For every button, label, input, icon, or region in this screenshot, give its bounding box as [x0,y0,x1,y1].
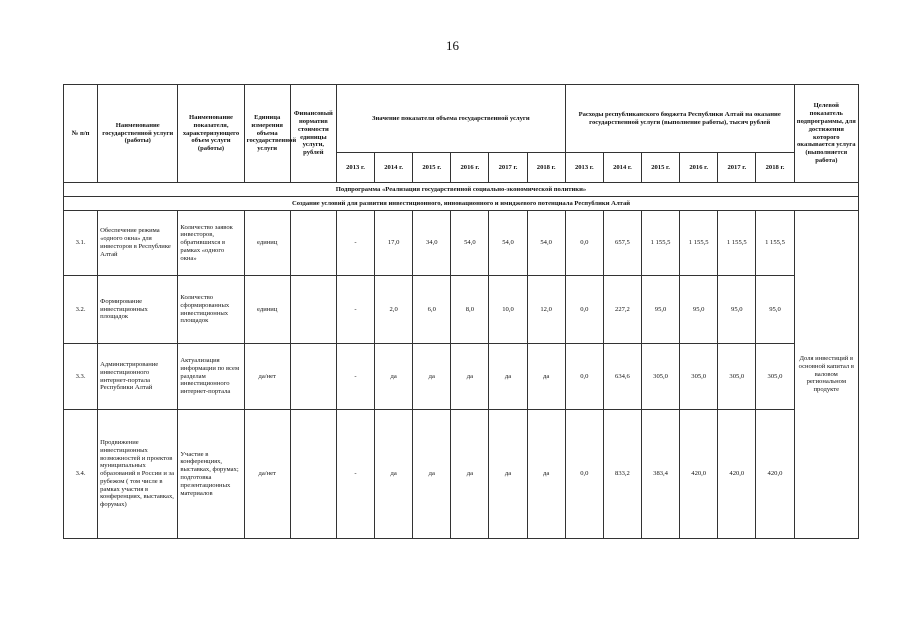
subprogram-title: Подпрограмма «Реализация государственной социально-экономической политики» [64,183,859,197]
volume-cell: да [451,410,489,539]
expense-cell: 420,0 [756,410,794,539]
row-indicator: Актуализация информации по всем разделам инвестиционного интернет-портала [178,344,244,410]
header-target: Целевой показатель подпрограммы, для достижения которого оказывается услуга (выполняется работа) [794,85,858,183]
row-indicator: Количество сформированных инвестиционных площадок [178,276,244,344]
year-header: 2016 г. [680,153,718,183]
expense-cell: 0,0 [565,211,603,276]
row-service: Продвижение инвестиционных возможностей и проектов муниципальных образований в России и за рубежом ( том числе в рамках участия в конференциях, выставках, форумах) [98,410,178,539]
volume-cell: да [375,344,413,410]
volume-cell: 8,0 [451,276,489,344]
volume-cell: да [413,344,451,410]
section-row [64,197,859,211]
row-service: Формирование инвестиционных площадок [98,276,178,344]
row-unit: да/нет [244,410,290,539]
row-service: Администрирование инвестиционного интернет-портала Республики Алтай [98,344,178,410]
volume-cell: 12,0 [527,276,565,344]
volume-cell: да [489,410,527,539]
year-header: 2018 г. [527,153,565,183]
volume-cell: - [336,344,374,410]
year-header: 2015 г. [413,153,451,183]
row-service: Обеспечение режима «одного окна» для инвесторов в Республике Алтай [98,211,178,276]
volume-cell: - [336,211,374,276]
expense-cell: 95,0 [642,276,680,344]
volume-cell: 6,0 [413,276,451,344]
subprogram-row [64,183,859,197]
expense-cell: 227,2 [603,276,641,344]
target-indicator: Доля инвестиций в основной капитал в валовом региональном продукте [794,211,858,539]
volume-cell: да [413,410,451,539]
header-num: № п/п [64,85,98,183]
year-header: 2015 г. [642,153,680,183]
volume-cell: 54,0 [489,211,527,276]
expense-cell: 420,0 [680,410,718,539]
row-num: 3.1. [64,211,98,276]
row-num: 3.2. [64,276,98,344]
header-service-name: Наименование государственной услуги (работы) [98,85,178,183]
volume-cell: 17,0 [375,211,413,276]
year-header: 2018 г. [756,153,794,183]
volume-cell: 34,0 [413,211,451,276]
expense-cell: 305,0 [642,344,680,410]
expense-cell: 95,0 [756,276,794,344]
row-fin [290,344,336,410]
expense-cell: 420,0 [718,410,756,539]
expense-cell: 1 155,5 [718,211,756,276]
row-fin [290,410,336,539]
row-unit: да/нет [244,344,290,410]
year-header: 2013 г. [336,153,374,183]
volume-cell: 10,0 [489,276,527,344]
header-fin-norm: Финансовый норматив стоимости единицы услуги, рублей [290,85,336,183]
expense-cell: 95,0 [680,276,718,344]
row-num: 3.4. [64,410,98,539]
expense-cell: 634,6 [603,344,641,410]
expense-cell: 1 155,5 [680,211,718,276]
year-header: 2014 г. [603,153,641,183]
year-header: 2013 г. [565,153,603,183]
header-volume-group: Значение показателя объема государственной услуги [336,85,565,153]
header-unit: Единица измерения объема государственной услуги [244,85,290,183]
expense-cell: 0,0 [565,344,603,410]
expense-cell: 1 155,5 [642,211,680,276]
header-expense-group: Расходы республиканского бюджета Республики Алтай на оказание государственной услуги (выполнение работы), тысяч рублей [565,85,794,153]
volume-cell: 54,0 [527,211,565,276]
volume-cell: 54,0 [451,211,489,276]
year-header: 2017 г. [489,153,527,183]
expense-cell: 305,0 [756,344,794,410]
table-row [64,276,859,344]
page-number: 16 [446,38,459,53]
volume-cell: да [489,344,527,410]
row-unit: единиц [244,211,290,276]
volume-cell: да [451,344,489,410]
expense-cell: 95,0 [718,276,756,344]
volume-cell: 2,0 [375,276,413,344]
row-indicator: Участие в конференциях, выставках, форумах; подготовка презентационных материалов [178,410,244,539]
header-row-1 [64,85,859,153]
table-row [64,410,859,539]
volume-cell: - [336,410,374,539]
expense-cell: 833,2 [603,410,641,539]
expense-cell: 1 155,5 [756,211,794,276]
table-row [64,344,859,410]
volume-cell: да [375,410,413,539]
volume-cell: - [336,276,374,344]
row-indicator: Количество заявок инвесторов, обратившихся в рамках «одного окна» [178,211,244,276]
services-table [63,84,859,539]
row-fin [290,276,336,344]
volume-cell: да [527,344,565,410]
table-row [64,211,859,276]
volume-cell: да [527,410,565,539]
expense-cell: 305,0 [680,344,718,410]
expense-cell: 305,0 [718,344,756,410]
year-header: 2017 г. [718,153,756,183]
expense-cell: 0,0 [565,410,603,539]
year-header: 2016 г. [451,153,489,183]
expense-cell: 383,4 [642,410,680,539]
row-num: 3.3. [64,344,98,410]
expense-cell: 0,0 [565,276,603,344]
row-fin [290,211,336,276]
year-header: 2014 г. [375,153,413,183]
expense-cell: 657,5 [603,211,641,276]
header-indicator-name: Наименование показателя, характеризующего объем услуги (работы) [178,85,244,183]
row-unit: единиц [244,276,290,344]
section-title: Создание условий для развития инвестиционного, инновационного и имиджевого потенциала Республики Алтай [64,197,859,211]
